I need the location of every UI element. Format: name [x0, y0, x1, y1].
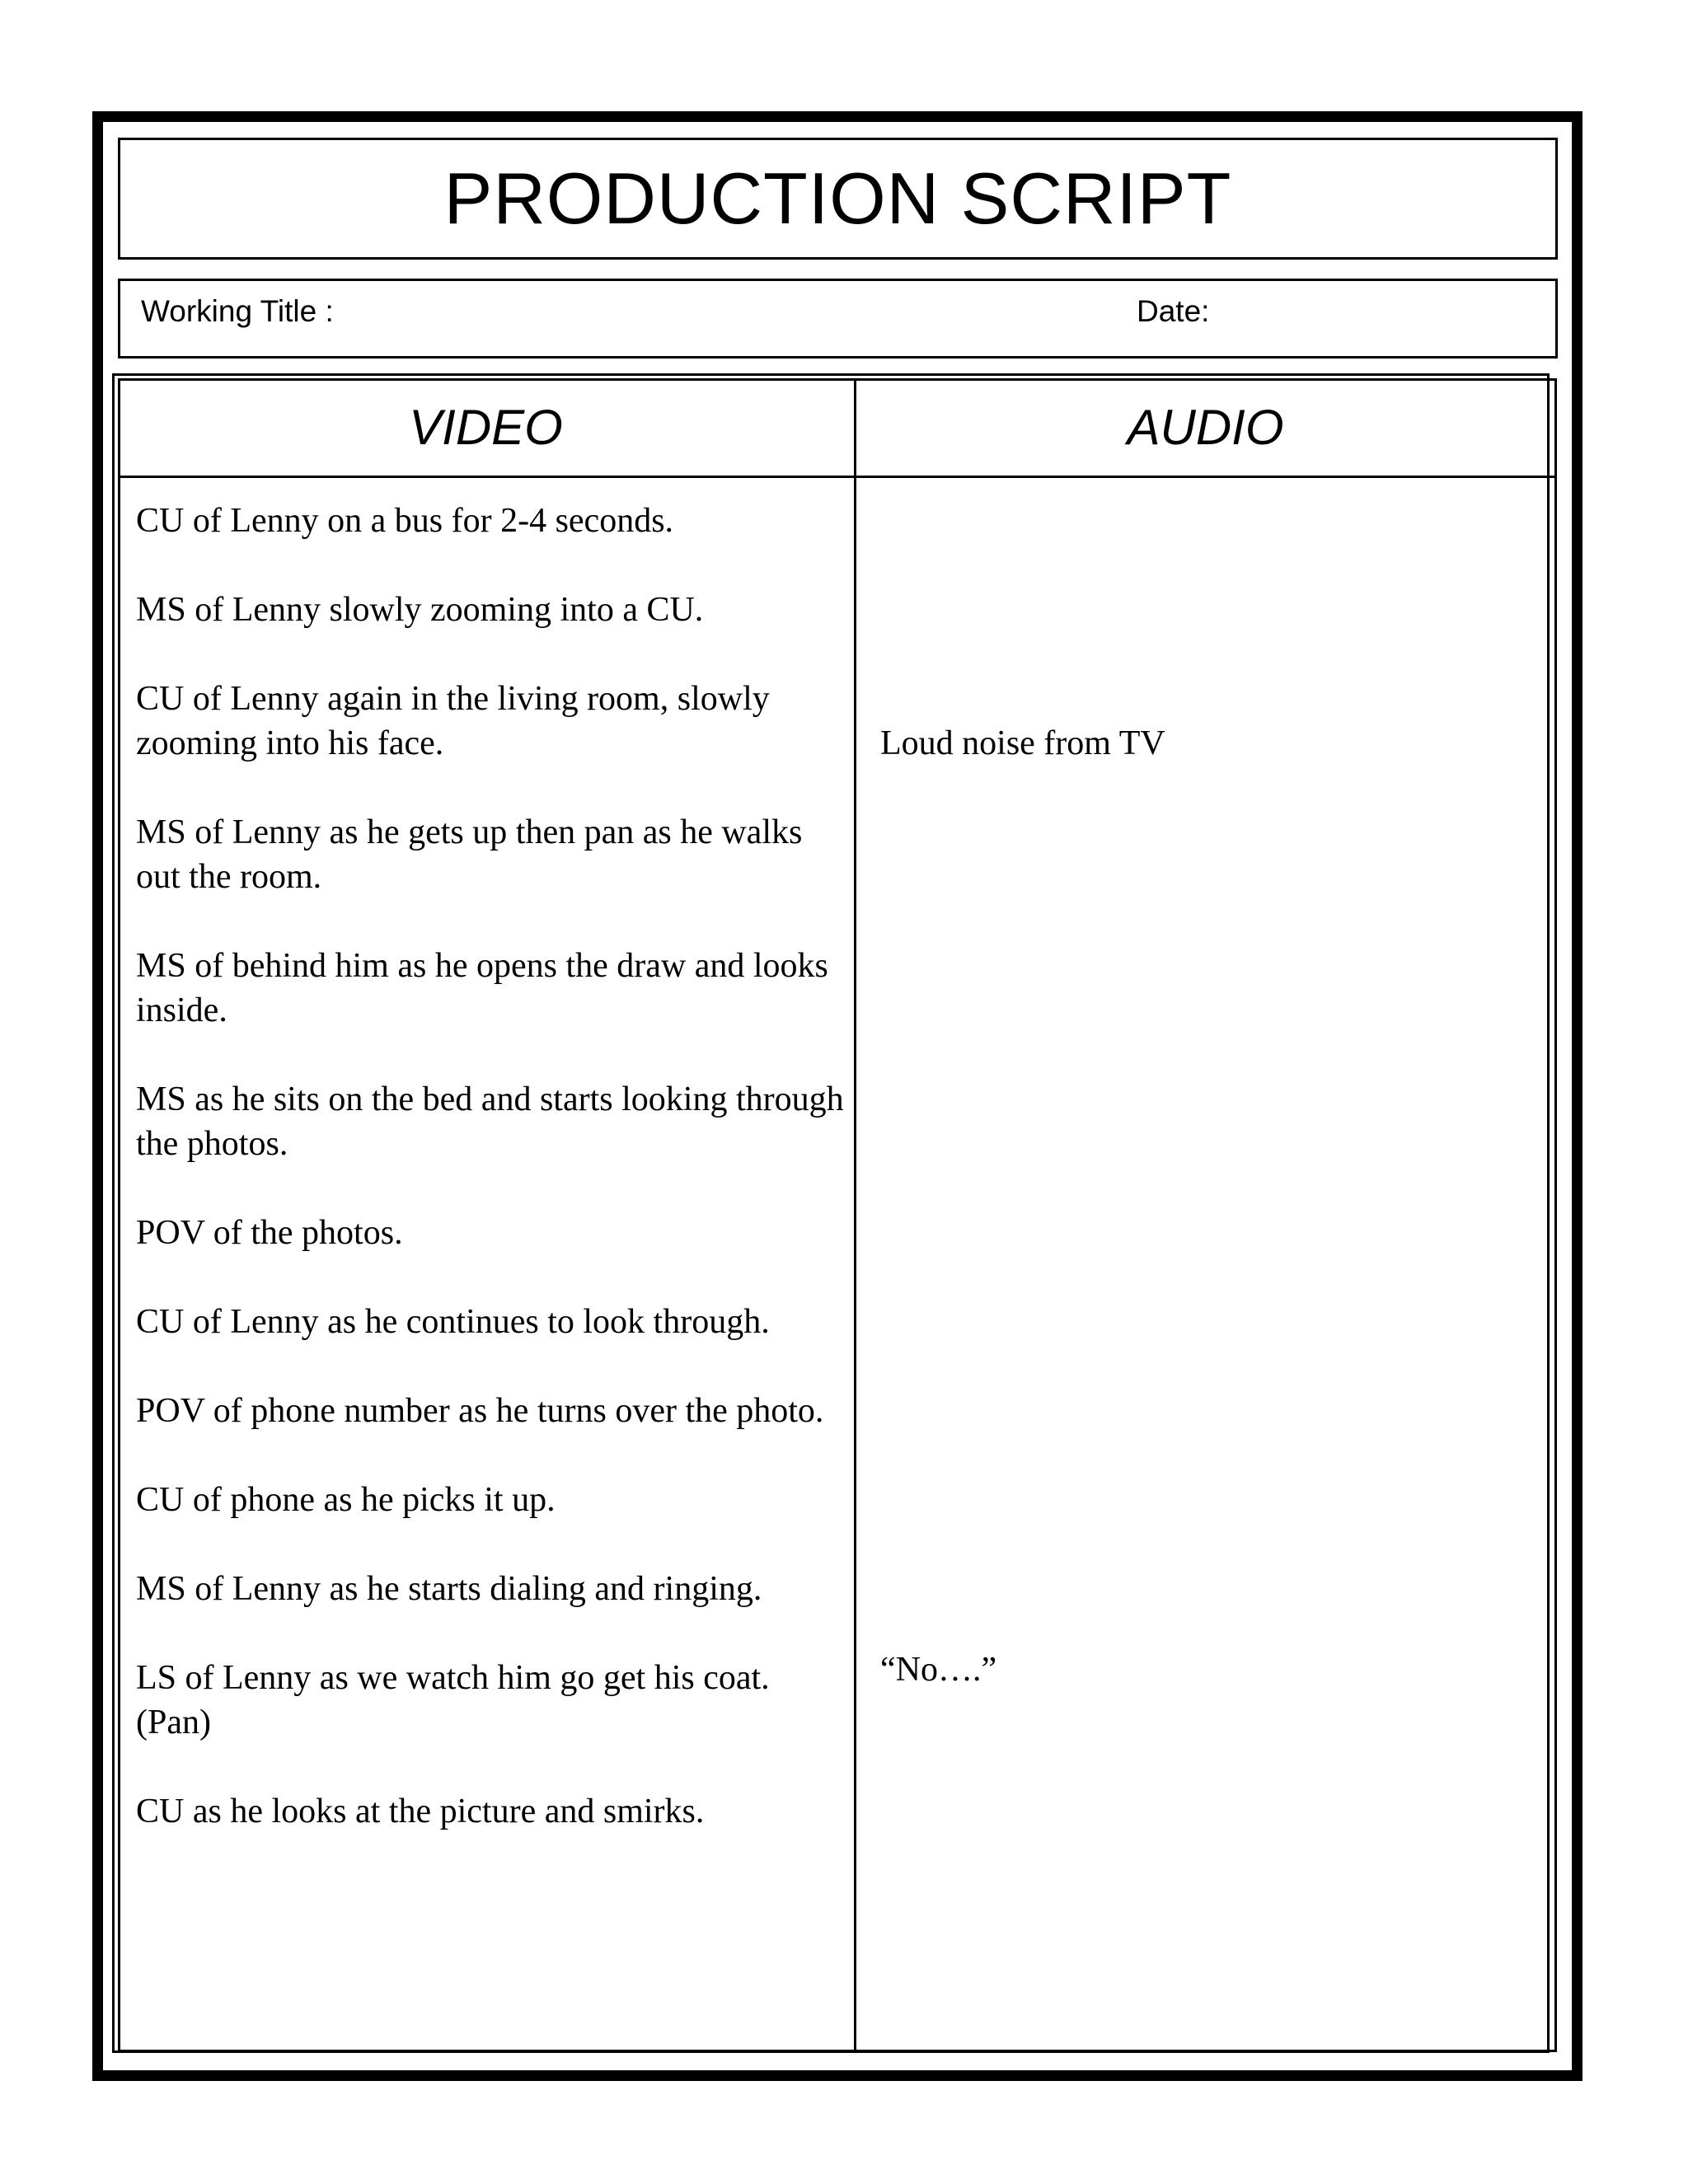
video-shot-item: CU of Lenny on a bus for 2-4 seconds. [136, 502, 674, 540]
video-shot-item: CU of Lenny as he continues to look through. [136, 1303, 770, 1341]
video-shot-item: POV of phone number as he turns over the photo. [136, 1392, 824, 1430]
audio-cue-item: Loud noise from TV [880, 724, 1165, 762]
table-header-row [118, 378, 1557, 478]
video-shot-item: MS as he sits on the bed and starts looking through the photos. [136, 1080, 844, 1163]
meta-box [118, 279, 1558, 359]
video-shot-item: POV of the photos. [136, 1214, 403, 1252]
audio-column-header: AUDIO [1127, 399, 1284, 455]
column-divider [854, 378, 856, 2052]
table-inner-border [1547, 478, 1550, 2048]
video-column [136, 499, 853, 1878]
video-shot-item: CU of phone as he picks it up. [136, 1481, 556, 1519]
title-box [118, 138, 1558, 260]
video-shot-item: MS of Lenny as he starts dialing and ringing. [136, 1570, 762, 1608]
working-title-label: Working Title : [141, 294, 334, 328]
video-shot-item: MS of behind him as he opens the draw and looks inside. [136, 947, 828, 1029]
video-shot-item: CU of Lenny again in the living room, slowly zooming into his face. [136, 680, 770, 762]
date-label: Date: [1137, 294, 1210, 328]
audio-cue-item: “No….” [880, 1651, 997, 1689]
video-shot-item: MS of Lenny slowly zooming into a CU. [136, 591, 704, 629]
video-shot-item: LS of Lenny as we watch him go get his coat. (Pan) [136, 1659, 770, 1741]
page-title: PRODUCTION SCRIPT [443, 157, 1232, 239]
video-shot-item: MS of Lenny as he gets up then pan as he walks out the room. [136, 813, 803, 896]
video-shot-item: CU as he looks at the picture and smirks. [136, 1793, 705, 1830]
video-column-header: VIDEO [409, 399, 563, 455]
